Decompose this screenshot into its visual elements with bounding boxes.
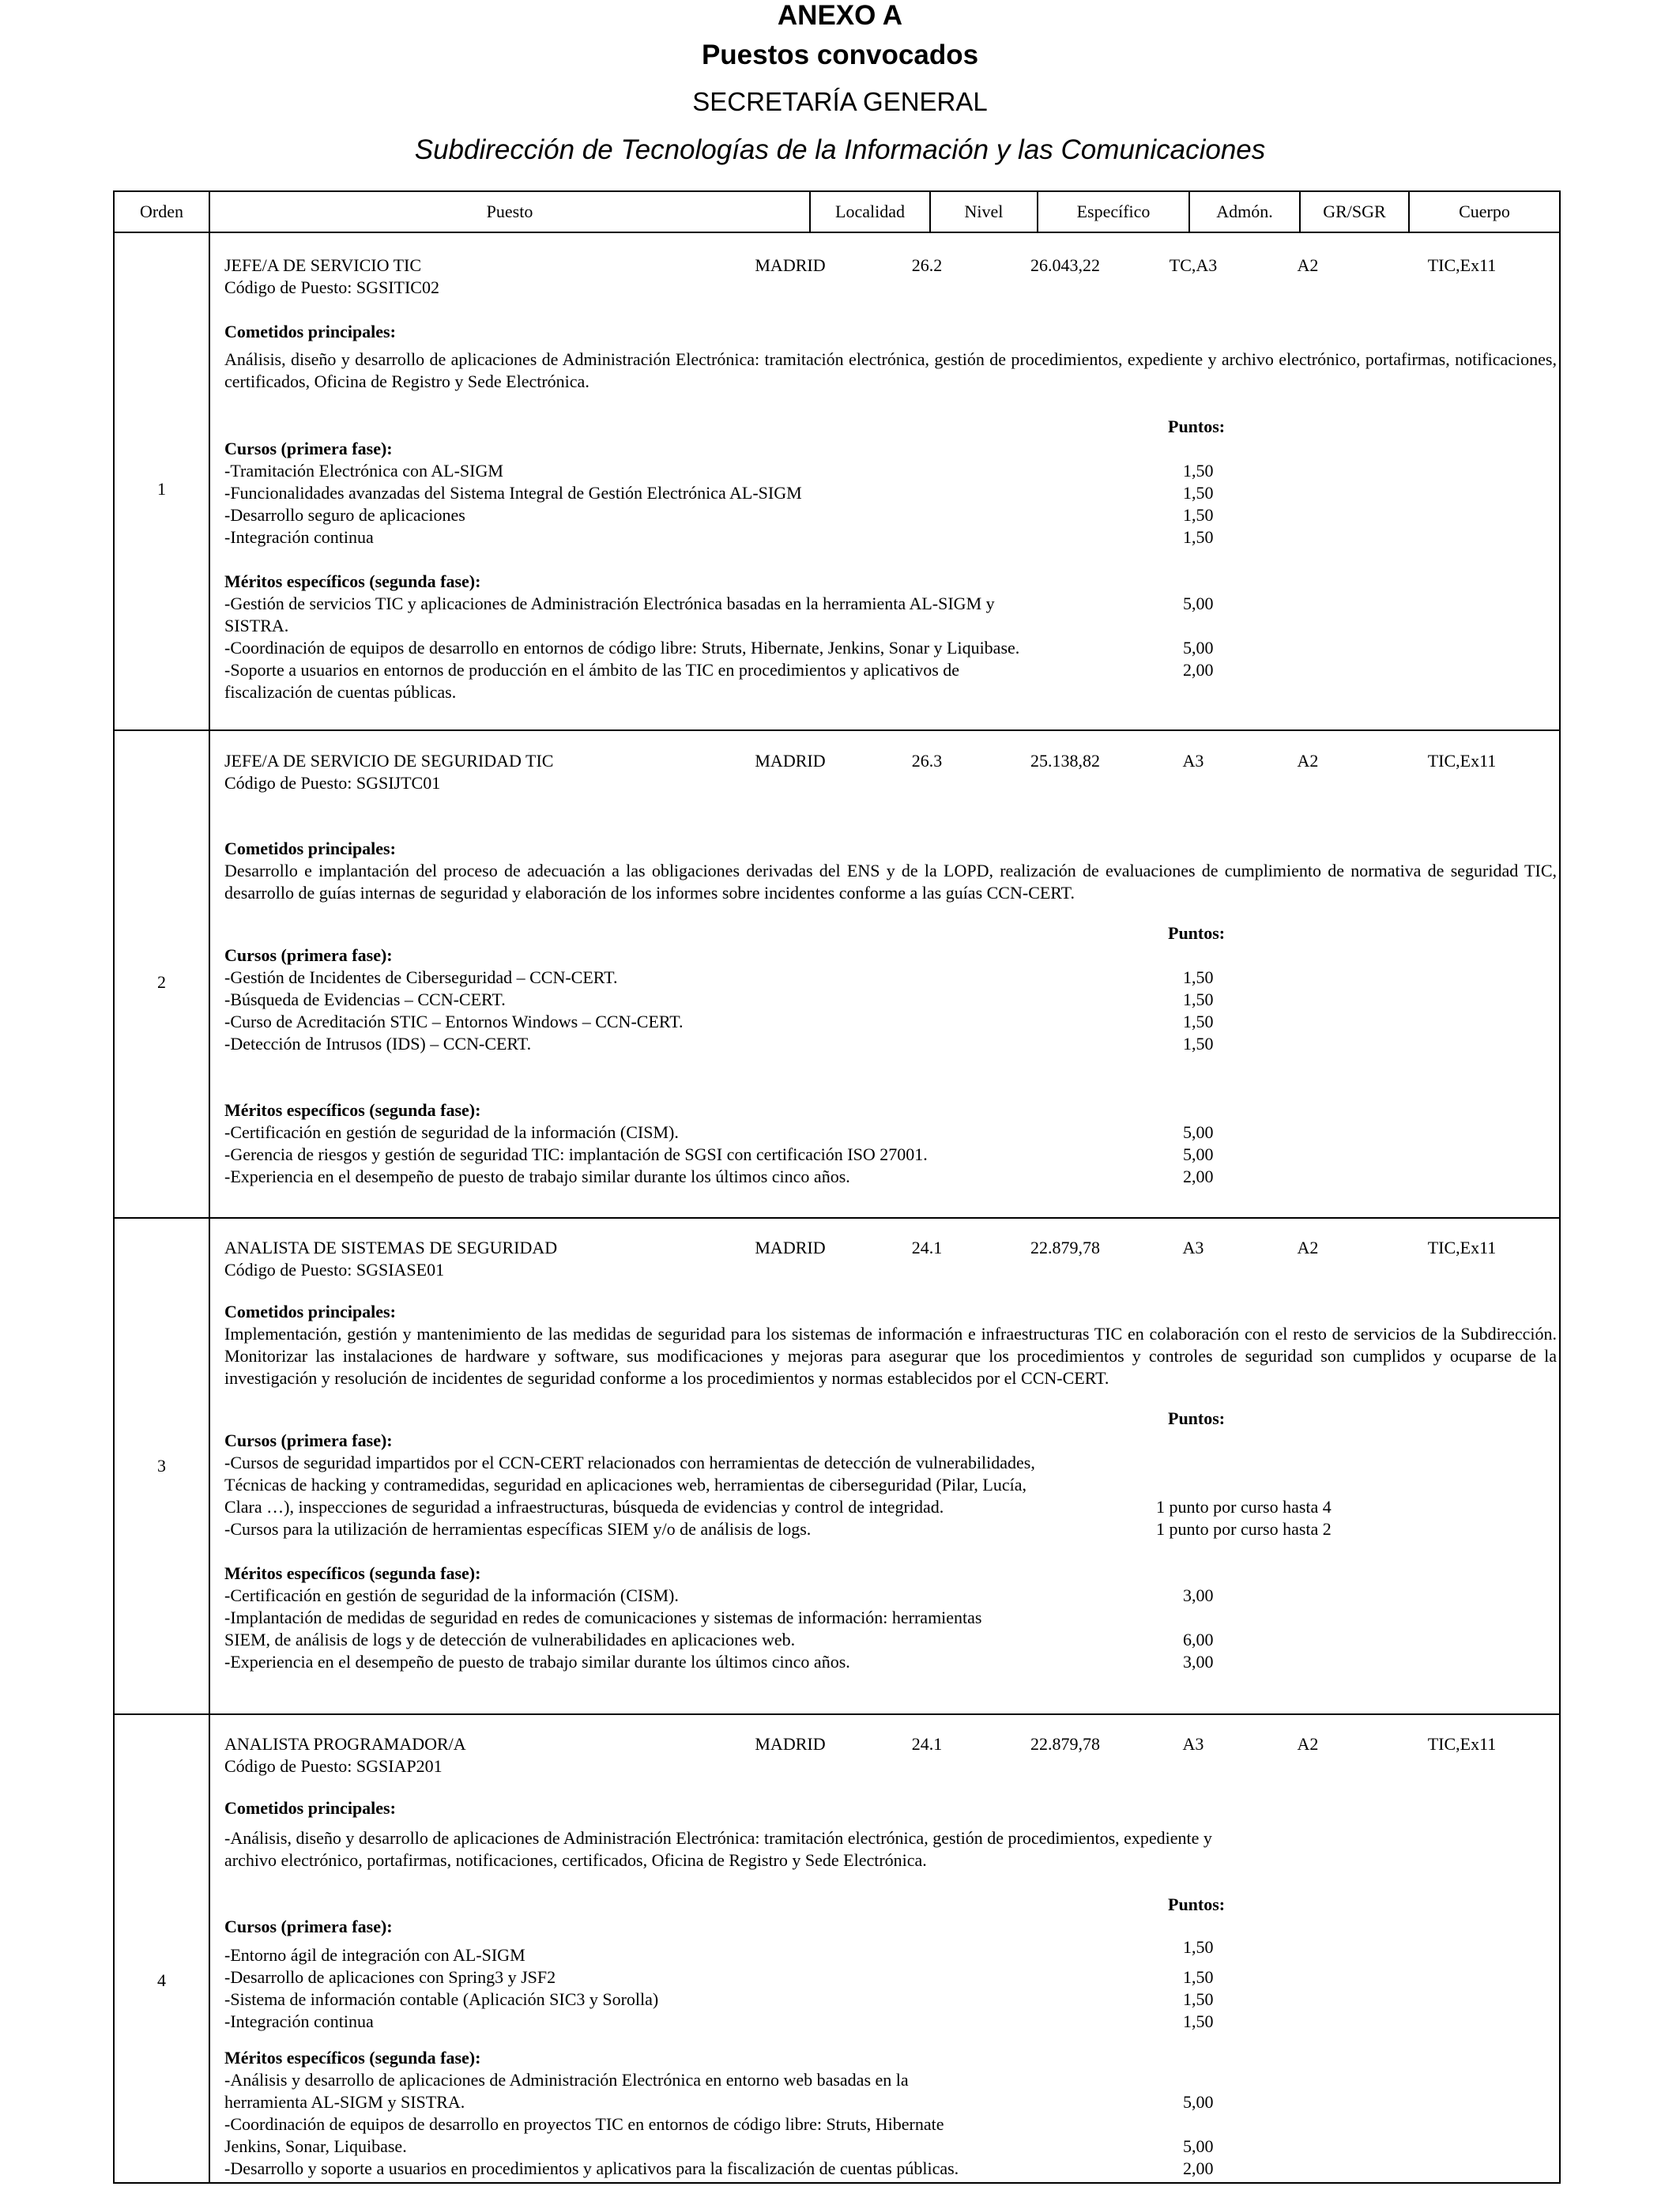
course-points: 1,50 (1183, 1012, 1214, 1031)
position-level: 24.1 (911, 1238, 943, 1257)
points-heading: Puntos: (1168, 1894, 1226, 1914)
course-points: 1,50 (1183, 483, 1214, 503)
position-specific: 25.138,82 (1030, 751, 1100, 771)
course-item: -Cursos de seguridad impartidos por el CCN-CERT relacionados con herramientas de detección de vulnerabilidades, (224, 1453, 1035, 1472)
course-points: 1 punto por curso hasta 2 (1156, 1519, 1332, 1539)
merit-item: -Soporte a usuarios en entornos de producción en el ámbito de las TIC en procedimientos y aplicativos de (224, 660, 960, 680)
table-header-row (115, 192, 1559, 233)
duties-text: archivo electrónico, portafirmas, notificaciones, certificados, Oficina de Registro y Sede Electrónica. (224, 1850, 927, 1870)
duties-text: -Análisis, diseño y desarrollo de aplicaciones de Administración Electrónica: tramitación electrónica, gestión de procedimientos, expediente y (224, 1828, 1212, 1848)
course-points: 1,50 (1183, 1937, 1214, 1957)
col-header-cuerpo: Cuerpo (1459, 202, 1510, 221)
position-group: A2 (1297, 1734, 1319, 1754)
merit-item: -Gerencia de riesgos y gestión de seguridad TIC: implantación de SGSI con certificación ISO 27001. (224, 1144, 928, 1164)
merit-points: 5,00 (1183, 638, 1214, 658)
duties-heading: Cometidos principales: (224, 322, 396, 341)
row-order-4: 4 (157, 1970, 166, 1990)
merits-heading: Méritos específicos (segunda fase): (224, 2048, 481, 2068)
merit-points: 5,00 (1183, 2092, 1214, 2112)
subsection-title: Subdirección de Tecnologías de la Información y las Comunicaciones (414, 134, 1266, 165)
course-points: 1,50 (1183, 1989, 1214, 2009)
course-item: -Detección de Intrusos (IDS) – CCN-CERT. (224, 1034, 532, 1054)
merit-item: -Gestión de servicios TIC y aplicaciones de Administración Electrónica basadas en la herramienta AL-SIGM y (224, 594, 995, 613)
col-header-orden: Orden (140, 202, 183, 221)
position-group: A2 (1297, 1238, 1319, 1257)
courses-heading: Cursos (primera fase): (224, 439, 393, 458)
position-title: ANALISTA DE SISTEMAS DE SEGURIDAD (224, 1238, 558, 1257)
course-points: 1 punto por curso hasta 4 (1156, 1497, 1332, 1517)
courses-heading: Cursos (primera fase): (224, 1917, 393, 1936)
position-level: 26.3 (911, 751, 943, 771)
courses-heading: Cursos (primera fase): (224, 945, 393, 965)
course-item: -Sistema de información contable (Aplicación SIC3 y Sorolla) (224, 1989, 659, 2009)
document-subtitle: Puestos convocados (701, 40, 979, 70)
row-order-3: 3 (157, 1456, 166, 1476)
position-locality: MADRID (755, 255, 826, 275)
merit-item: Jenkins, Sonar, Liquibase. (224, 2136, 407, 2156)
course-item: -Curso de Acreditación STIC – Entornos Windows – CCN-CERT. (224, 1012, 684, 1031)
merit-points: 2,00 (1183, 2158, 1214, 2178)
merit-item: herramienta AL-SIGM y SISTRA. (224, 2092, 465, 2112)
course-points: 1,50 (1183, 461, 1214, 481)
merit-item: -Certificación en gestión de seguridad de la información (CISM). (224, 1585, 679, 1605)
points-heading: Puntos: (1168, 1408, 1226, 1428)
position-title: JEFE/A DE SERVICIO DE SEGURIDAD TIC (224, 751, 554, 771)
course-points: 1,50 (1183, 990, 1214, 1009)
col-header-admon: Admón. (1216, 202, 1273, 221)
col-header-gr-sgr: GR/SGR (1323, 202, 1386, 221)
section-title: SECRETARÍA GENERAL (692, 87, 988, 116)
merit-points: 5,00 (1183, 594, 1214, 613)
position-code: Código de Puesto: SGSIJTC01 (224, 773, 441, 793)
annex-title: ANEXO A (777, 0, 903, 31)
merit-points: 5,00 (1183, 1122, 1214, 1142)
merit-points: 2,00 (1183, 660, 1214, 680)
position-locality: MADRID (755, 1734, 826, 1754)
course-points: 1,50 (1183, 2011, 1214, 2031)
course-points: 1,50 (1183, 527, 1214, 547)
row-order-2: 2 (157, 972, 166, 992)
duties-heading: Cometidos principales: (224, 1302, 396, 1321)
position-group: A2 (1297, 751, 1319, 771)
position-level: 24.1 (911, 1734, 943, 1754)
merit-item: -Coordinación de equipos de desarrollo en entornos de código libre: Struts, Hibernate, Jenkins, Sonar y Liquibase. (224, 638, 1020, 658)
course-item: -Desarrollo de aplicaciones con Spring3 y JSF2 (224, 1967, 556, 1987)
position-title: JEFE/A DE SERVICIO TIC (224, 255, 422, 275)
col-header-especifico: Específico (1076, 202, 1151, 221)
row-divider (115, 1713, 1559, 1715)
merit-points: 5,00 (1183, 2136, 1214, 2156)
points-heading: Puntos: (1168, 417, 1226, 436)
row-order-1: 1 (157, 479, 166, 499)
position-locality: MADRID (755, 1238, 826, 1257)
course-points: 1,50 (1183, 1967, 1214, 1987)
position-body: TIC,Ex11 (1427, 1238, 1497, 1257)
position-admin: A3 (1182, 751, 1204, 771)
course-item: -Cursos para la utilización de herramientas específicas SIEM y/o de análisis de logs. (224, 1519, 812, 1539)
course-points: 1,50 (1183, 967, 1214, 987)
merit-item: -Certificación en gestión de seguridad de la información (CISM). (224, 1122, 679, 1142)
position-specific: 26.043,22 (1030, 255, 1100, 275)
duties-text: Implementación, gestión y mantenimiento de las medidas de seguridad para los sistemas de información e infraestructuras TIC en colaboración con el resto de servicios de la Subdirección. Monitorizar las instalaciones de hardware y software, sus modificaciones y mejoras para asegurar que los procedimientos y controles de seguridad son cumplidos y ocuparse de la investigación y resolución de incidentes de seguridad conforme a los procedimientos y normas establecidos por el CCN-CERT. (224, 1324, 1557, 1388)
row-divider (115, 1217, 1559, 1219)
merit-item: SIEM, de análisis de logs y de detección de vulnerabilidades en aplicaciones web. (224, 1630, 796, 1649)
merits-heading: Méritos específicos (segunda fase): (224, 1100, 481, 1120)
merits-heading: Méritos específicos (segunda fase): (224, 1563, 481, 1583)
position-admin: A3 (1182, 1238, 1204, 1257)
position-admin: TC,A3 (1169, 255, 1218, 275)
col-header-localidad: Localidad (835, 202, 905, 221)
merit-points: 5,00 (1183, 1144, 1214, 1164)
position-admin: A3 (1182, 1734, 1204, 1754)
points-heading: Puntos: (1168, 923, 1226, 943)
position-title: ANALISTA PROGRAMADOR/A (224, 1734, 466, 1754)
course-item: -Entorno ágil de integración con AL-SIGM (224, 1945, 525, 1965)
course-item: -Integración continua (224, 527, 374, 547)
col-header-nivel: Nivel (964, 202, 1004, 221)
position-code: Código de Puesto: SGSIAP201 (224, 1756, 443, 1776)
course-item: Clara …), inspecciones de seguridad a infraestructuras, búsqueda de evidencias y control de integridad. (224, 1497, 944, 1517)
course-points: 1,50 (1183, 1034, 1214, 1054)
merit-item: -Desarrollo y soporte a usuarios en procedimientos y aplicativos para la fiscalización de cuentas públicas. (224, 2158, 959, 2178)
duties-text: Análisis, diseño y desarrollo de aplicaciones de Administración Electrónica: tramitación electrónica, gestión de procedimientos, expediente y archivo electrónico, portafirmas, notificaciones, certificados, Oficina de Registro y Sede Electrónica. (224, 349, 1557, 391)
course-item: -Desarrollo seguro de aplicaciones (224, 505, 465, 525)
duties-heading: Cometidos principales: (224, 839, 396, 858)
position-specific: 22.879,78 (1030, 1238, 1100, 1257)
row-divider (115, 729, 1559, 731)
position-locality: MADRID (755, 751, 826, 771)
course-item: Técnicas de hacking y contramedidas, seguridad en aplicaciones web, herramientas de ciberseguridad (Pilar, Lucía, (224, 1475, 1026, 1495)
course-item: -Tramitación Electrónica con AL-SIGM (224, 461, 503, 481)
merits-heading: Méritos específicos (segunda fase): (224, 571, 481, 591)
merit-item: -Coordinación de equipos de desarrollo en proyectos TIC en entornos de código libre: Struts, Hibernate (224, 2114, 944, 2134)
position-code: Código de Puesto: SGSIASE01 (224, 1260, 445, 1280)
merit-item: fiscalización de cuentas públicas. (224, 682, 457, 702)
course-points: 1,50 (1183, 505, 1214, 525)
merit-points: 3,00 (1183, 1652, 1214, 1672)
course-item: -Integración continua (224, 2011, 374, 2031)
course-item: -Gestión de Incidentes de Ciberseguridad – CCN-CERT. (224, 967, 618, 987)
merit-points: 2,00 (1183, 1167, 1214, 1186)
position-group: A2 (1297, 255, 1319, 275)
col-header-puesto: Puesto (486, 202, 533, 221)
courses-heading: Cursos (primera fase): (224, 1431, 393, 1450)
course-item: -Funcionalidades avanzadas del Sistema Integral de Gestión Electrónica AL-SIGM (224, 483, 802, 503)
position-code: Código de Puesto: SGSITIC02 (224, 277, 439, 297)
duties-heading: Cometidos principales: (224, 1798, 396, 1818)
position-level: 26.2 (911, 255, 943, 275)
merit-item: -Análisis y desarrollo de aplicaciones de Administración Electrónica en entorno web basadas en la (224, 2070, 909, 2090)
merit-points: 6,00 (1183, 1630, 1214, 1649)
position-body: TIC,Ex11 (1427, 751, 1497, 771)
duties-text: Desarrollo e implantación del proceso de adecuación a las obligaciones derivadas del ENS y de la LOPD, realización de evaluaciones de cumplimiento de normativa de seguridad TIC, desarrollo de guías internas de seguridad y elaboración de los informes sobre incidentes conforme a las guías CCN-CERT. (224, 861, 1557, 903)
merit-item: SISTRA. (224, 616, 289, 635)
course-item: -Búsqueda de Evidencias – CCN-CERT. (224, 990, 506, 1009)
merit-points: 3,00 (1183, 1585, 1214, 1605)
position-specific: 22.879,78 (1030, 1734, 1100, 1754)
merit-item: -Experiencia en el desempeño de puesto de trabajo similar durante los últimos cinco años. (224, 1167, 850, 1186)
position-body: TIC,Ex11 (1427, 1734, 1497, 1754)
merit-item: -Experiencia en el desempeño de puesto de trabajo similar durante los últimos cinco años. (224, 1652, 850, 1672)
merit-item: -Implantación de medidas de seguridad en redes de comunicaciones y sistemas de información: herramientas (224, 1608, 982, 1627)
position-body: TIC,Ex11 (1427, 255, 1497, 275)
